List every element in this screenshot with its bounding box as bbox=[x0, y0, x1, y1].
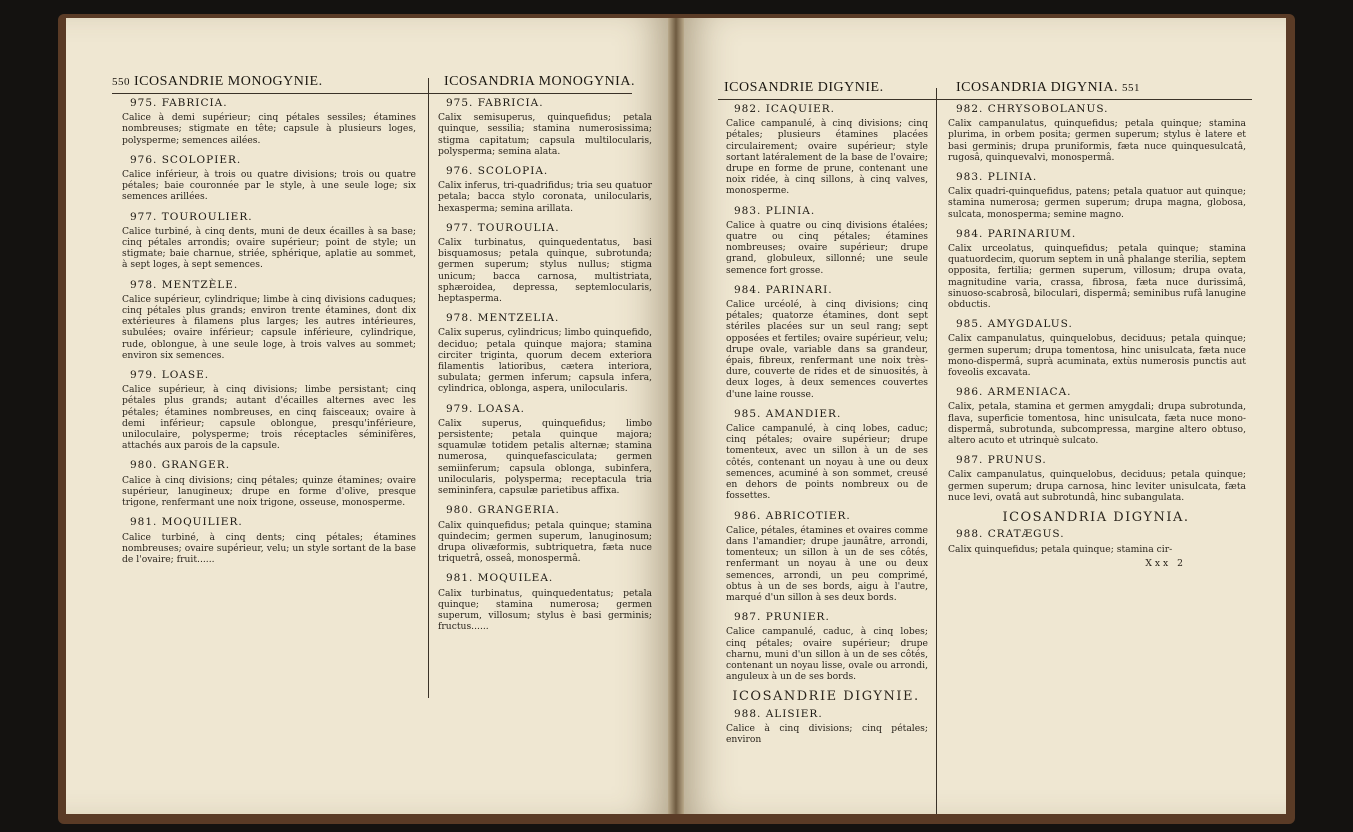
entry-text: Calix campanulatus, quinquelobus, deciduus; petala quinque; germen superum; drupa carnosa, hinc leviter unisulcata, fæta nuce levi, ovatâ aut subrotundâ, hinc subangulata. bbox=[948, 469, 1246, 503]
entry-heading: 983. PLINIA. bbox=[734, 204, 816, 217]
entry-text: Calice inférieur, à trois ou quatre divisions; trois ou quatre pétales; baie couronnée par le style, à une seule loge; six semences arillées. bbox=[122, 169, 416, 203]
entry-text: Calix inferus, tri-quadrifidus; tria seu quatuor petala; bacca stylo coronata, unilocularis, hexasperma; semina arillata. bbox=[438, 180, 652, 214]
entry-heading: 979. LOASA. bbox=[446, 402, 525, 415]
entry-text: Calice campanulé, à cinq divisions; cinq pétales; plusieurs étamines placées circulairement; ovaire supérieur; style sortant latéralement de la base de l'ovaire; drupe en forme de prune, contenant une noix ridée, à cinq sillons, à cinq valves, monosperme. bbox=[726, 118, 928, 197]
left-column-rule bbox=[428, 78, 429, 698]
entry bbox=[436, 505, 652, 564]
entry-heading: 987. PRUNIER. bbox=[734, 611, 830, 624]
right-header-la bbox=[956, 80, 1140, 96]
entry-heading: 979. LOASE. bbox=[130, 369, 210, 382]
entry-text: Calix superus, cylindricus; limbo quinquefido, deciduo; petala quinque majora; stamina circiter triginta, quorum decem exteriora filamentis latioribus, cætera interiora, subulata; germen inferum; capsula infera, cylindrica, oblonga, aspera, unilocularis. bbox=[438, 327, 652, 395]
entry-text: Calice à cinq divisions; cinq pétales; quinze étamines; ovaire supérieur, lanugineux; drupe en forme d'olive, presque trigone, renfermant une noix trigone, osseuse, monosperme. bbox=[122, 474, 416, 509]
entry-text: Calix turbinatus, quinquedentatus; petala quinque; stamina numerosa; germen superum, villosum; stylus è basi germinis; fructus...... bbox=[438, 587, 652, 633]
left-header-fr bbox=[112, 74, 323, 90]
entry-heading: 986. ABRICOTIER. bbox=[734, 509, 851, 522]
left-header-la: ICOSANDRIA MONOGYNIA. bbox=[444, 74, 635, 89]
entry bbox=[946, 529, 1246, 554]
entry bbox=[724, 285, 928, 400]
entry bbox=[436, 404, 652, 497]
left-fr-column bbox=[120, 98, 416, 574]
entry-text: Calice supérieur, cylindrique; limbe à cinq divisions caduques; cinq pétales plus grands; environ trente étamines, dont dix extérieures à filamens plus larges; les autres intérieures, subulées; ovaire inférieur; capsule inférieure, cylindrique, rude, oblongue, à une seule loge, à trois valves au sommet; environ six semences. bbox=[122, 293, 416, 361]
entry-text: Calix campanulatus, quinquefidus; petala quinque; stamina plurima, in orbem posita; germen superum; stylus è latere et basi germinis; drupa pruniformis, fæta nuce quinquesulcatâ, rugosâ, quinquevalvi, monospermâ. bbox=[948, 118, 1246, 163]
left-la-column bbox=[436, 98, 652, 641]
entry bbox=[946, 387, 1246, 446]
entry-heading: 978. MENTZÈLE. bbox=[130, 278, 239, 291]
entry-text: Calix campanulatus, quinquelobus, deciduus; petala quinque; germen superum; drupa tomentosa, hinc unisulcata, fæta nuce mono-dispermâ, suprà acuminata, extùs numerosis punctis aut foveolis excavata. bbox=[948, 333, 1246, 379]
left-page bbox=[66, 18, 669, 814]
right-la-column bbox=[946, 104, 1246, 569]
right-page bbox=[684, 18, 1286, 814]
entry bbox=[436, 223, 652, 304]
entry-text: Calice turbiné, à cinq dents; cinq pétales; étamines nombreuses; ovaire supérieur, velu; un style sortant de la base de l'ovaire; fruit...... bbox=[122, 531, 416, 565]
entry bbox=[724, 206, 928, 276]
entry-heading: 975. FABRICIA. bbox=[130, 97, 228, 109]
right-header-fr: ICOSANDRIE DIGYNIE. bbox=[724, 80, 884, 95]
entry-heading: 985. AMANDIER. bbox=[734, 407, 842, 420]
entry-text: Calix semisuperus, quinquefidus; petala quinque, sessilia; stamina numerosissima; stigma capitatum; capsula multilocularis, polysperma; semina alata. bbox=[438, 112, 652, 157]
right-column-rule bbox=[936, 88, 937, 814]
entry-heading: 984. PARINARIUM. bbox=[956, 227, 1077, 240]
right-page-number: 551 bbox=[1121, 82, 1140, 94]
entry-text: Calice urcéolé, à cinq divisions; cinq pétales; quatorze étamines, dont sept stériles placées sur un seul rang; sept opposées et fertiles; ovaire supérieur, velu; drupe ovale, variable dans sa grandeur, épais, fibreux, renfermant une noix très-dure, couverte de rides et de sinuosités, à deux loges, à deux semences couvertes d'une laine rousse. bbox=[726, 299, 928, 400]
entry-heading: 981. MOQUILEA. bbox=[446, 572, 554, 585]
entry bbox=[120, 517, 416, 565]
entry-heading: 976. SCOLOPIER. bbox=[130, 153, 242, 166]
entry-text: Calix, petala, stamina et germen amygdali; drupa subrotunda, flava, superficie tomentosa, hinc unisulcata, fæta nuce mono-dispermâ, subrotunda, subcompressa, margine altero obtuso, altero acuto et utrinquè sulcato. bbox=[948, 401, 1246, 447]
entry-heading: 977. TOUROULIER. bbox=[130, 210, 253, 223]
entry bbox=[946, 319, 1246, 378]
entry-text: Calice campanulé, à cinq lobes, caduc; cinq pétales; ovaire supérieur; drupe tomenteux, avec un sillon à un de ses côtés, contenant un noyau à une ou deux semences, acuminé à son sommet, creusé en dehors de points nombreux ou de fossettes. bbox=[726, 423, 928, 502]
entry-heading: 986. ARMENIACA. bbox=[956, 386, 1072, 399]
entry bbox=[120, 460, 416, 508]
entry-text: Calice à demi supérieur; cinq pétales sessiles; étamines nombreuses; stigmate en tête; capsule à plusieurs loges, polysperme; semences ailées. bbox=[122, 112, 416, 146]
entry bbox=[946, 455, 1246, 503]
entry bbox=[724, 104, 928, 197]
entry bbox=[120, 370, 416, 451]
entry-heading: 984. PARINARI. bbox=[734, 283, 833, 296]
entry-text: Calix turbinatus, quinquedentatus, basi bisquamosus; petala quinque, subrotunda; germen superum; stylus nullus; stigma unicum; bacca carnosa, multistriata, sphæroidea, depressa, septemlocularis, heptasperma. bbox=[438, 237, 652, 305]
entry-text: Calice campanulé, caduc, à cinq lobes; cinq pétales; ovaire supérieur; drupe charnu, muni d'un sillon à un de ses côtés, contenant un noyau lisse, ovale ou arrondi, anguleux à un de ses bords. bbox=[726, 626, 928, 683]
entry-text: Calice supérieur, à cinq divisions; limbe persistant; cinq pétales plus grands; autant d'écailles alternes avec les pétales; étamines nombreuses, en cinq faisceaux; ovaire à demi inférieur; capsule oblongue, presqu'inférieure, uniloculaire, polysperme; trois réceptacles séminifères, attachés aux parois de la capsule. bbox=[122, 384, 416, 452]
entry-heading: 976. SCOLOPIA. bbox=[446, 165, 549, 178]
entry-text: Calix urceolatus, quinquefidus; petala quinque; stamina quatuordecim, quorum septem in unâ phalange sterilia, septem opposita, fertilia; germen superum, villosum; drupa ovata, magnitudine varia, crassa, fibrosa, fæta nuce durissimâ, sinuoso-scabrosâ, biloculari, dispermâ; seminibus rufâ lanugine obductis. bbox=[948, 243, 1246, 311]
entry-heading: 985. AMYGDALUS. bbox=[956, 318, 1073, 331]
entry-heading: 977. TOUROULIA. bbox=[446, 221, 560, 234]
entry-text: Calice, pétales, étamines et ovaires comme dans l'amandier; drupe jaunâtre, arrondi, tomenteux; un sillon à un de ses côtés, renfermant un noyau à une ou deux semences, arrondi, un peu comprimé, obtus à un de ses bords, aigu à l'autre, marqué d'un sillon à ses deux bords. bbox=[726, 524, 928, 603]
entry bbox=[724, 709, 928, 746]
entry bbox=[724, 612, 928, 682]
entry bbox=[436, 573, 652, 632]
entry-heading: 975. FABRICIA. bbox=[446, 97, 544, 109]
entry-heading: 988. CRATÆGUS. bbox=[956, 528, 1065, 541]
entry bbox=[724, 409, 928, 502]
entry bbox=[946, 172, 1246, 220]
entry-heading: 981. MOQUILIER. bbox=[130, 516, 243, 529]
entry-heading: 982. ICAQUIER. bbox=[734, 103, 835, 115]
entry-text: Calix quinquefidus; petala quinque; stamina cir- bbox=[948, 543, 1173, 555]
entry bbox=[436, 98, 652, 157]
entry bbox=[120, 98, 416, 146]
entry-heading: 980. GRANGERIA. bbox=[446, 504, 560, 517]
entry bbox=[120, 212, 416, 271]
entry bbox=[946, 104, 1246, 163]
section-header: ICOSANDRIE DIGYNIE. bbox=[732, 689, 920, 705]
entry bbox=[120, 155, 416, 203]
entry-text: Calice turbiné, à cinq dents, muni de deux écailles à sa base; cinq pétales arrondis; ovaire supérieur; point de style; un stigmate; baie charnue, striée, sphérique, aplatie au sommet, à sept loges, à sept semences. bbox=[122, 225, 416, 271]
right-header-rule bbox=[718, 99, 1252, 100]
left-header-rule bbox=[112, 93, 632, 94]
book-gutter bbox=[668, 18, 684, 814]
entry-heading: 982. CHRYSOBOLANUS. bbox=[956, 103, 1109, 115]
section-header: ICOSANDRIA DIGYNIA. bbox=[1002, 510, 1190, 526]
right-fr-column bbox=[724, 104, 928, 754]
entry bbox=[724, 511, 928, 604]
entry-text: Calix quadri-quinquefidus, patens; petala quatuor aut quinque; stamina numerosa; germen superum; drupa magna, globosa, sulcata, monosperma; semine magno. bbox=[948, 186, 1246, 220]
entry bbox=[120, 280, 416, 361]
right-header-la-text: ICOSANDRIA DIGYNIA. bbox=[956, 80, 1118, 95]
entry-heading: 988. ALISIER. bbox=[734, 707, 823, 720]
left-header-fr-text: ICOSANDRIE MONOGYNIE. bbox=[134, 74, 323, 89]
entry-heading: 983. PLINIA. bbox=[956, 171, 1038, 184]
entry-text: Calice à quatre ou cinq divisions étalées; quatre ou cinq pétales; étamines nombreuses; ovaire supérieur; drupe grand, globuleux, sillonné; une seule semence fort grosse. bbox=[726, 219, 928, 276]
entry-heading: 978. MENTZELIA. bbox=[446, 312, 560, 325]
entry-text: Calice à cinq divisions; cinq pétales; environ bbox=[726, 722, 928, 745]
entry-heading: 987. PRUNUS. bbox=[956, 454, 1047, 467]
signature-mark: Xxx 2 bbox=[1145, 557, 1186, 569]
entry-text: Calix superus, quinquefidus; limbo persistente; petala quinque majora; squamulæ totidem petalis alternæ; stamina numerosa, quinquefasciculata; germen semiinferum; capsula oblonga, subinfera, unilocularis, polysperma; receptacula tria semininfera, capsulæ parietibus affixa. bbox=[438, 417, 652, 497]
entry-heading: 980. GRANGER. bbox=[130, 459, 231, 472]
entry-text: Calix quinquefidus; petala quinque; stamina quindecim; germen superum, lanuginosum; drupa olivæformis, subtriquetra, fæta nuce triquetrâ, osseâ, monospermâ. bbox=[438, 519, 652, 565]
entry bbox=[946, 229, 1246, 310]
entry bbox=[436, 313, 652, 394]
left-page-number: 550 bbox=[112, 76, 130, 88]
entry bbox=[436, 166, 652, 214]
